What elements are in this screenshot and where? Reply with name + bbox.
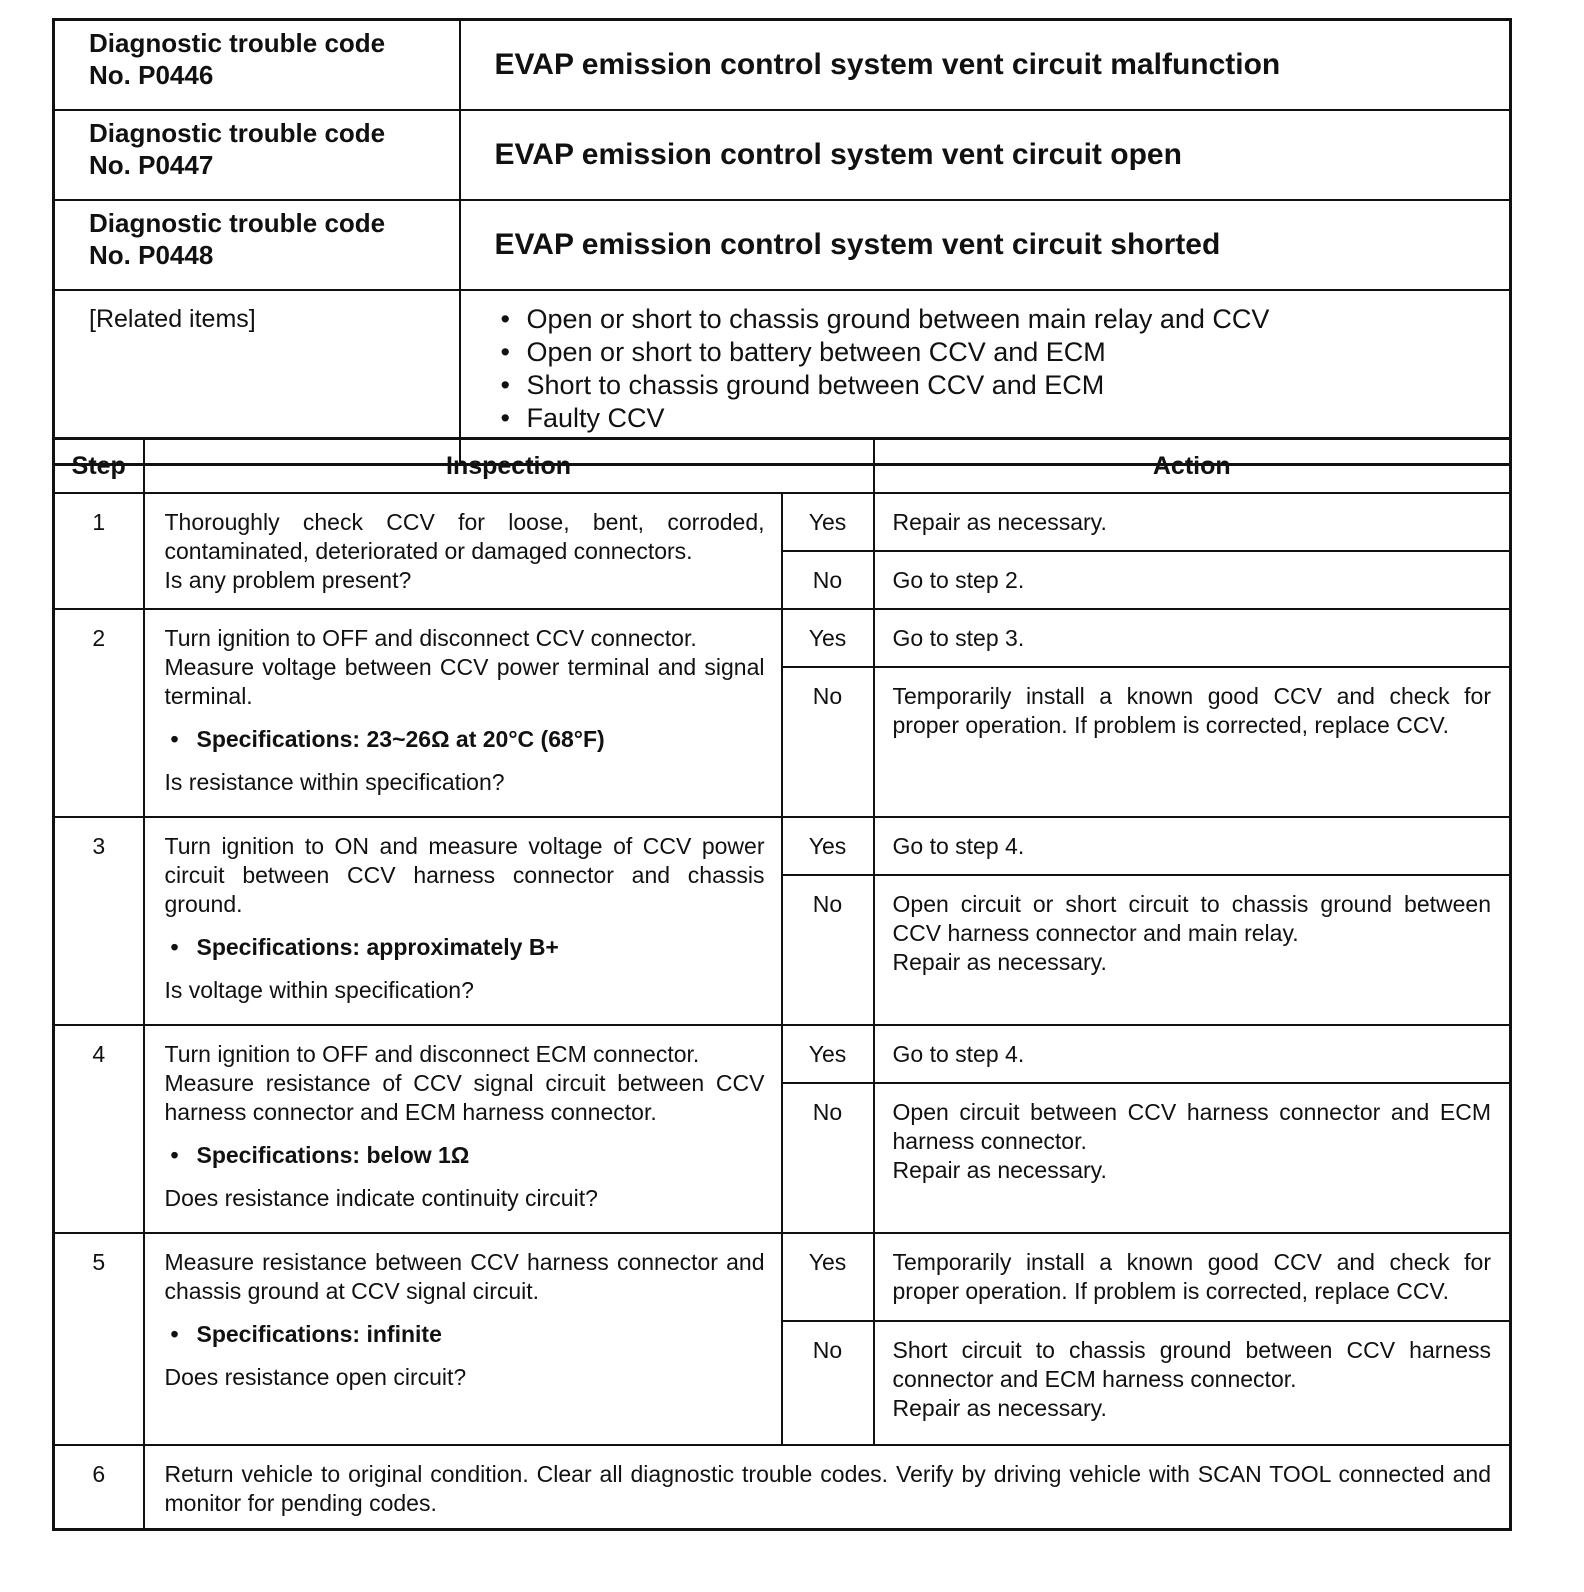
yes-label: Yes <box>782 609 874 667</box>
inspection-specification: • Specifications: 23~26Ω at 20°C (68°F) <box>165 725 765 754</box>
yes-action <box>874 1025 1511 1083</box>
dtc-description: EVAP emission control system vent circuit open <box>460 110 1511 200</box>
step-number: 1 <box>54 493 144 609</box>
step-inspection <box>144 493 782 609</box>
step-number: 3 <box>54 817 144 1025</box>
header-inspection: Inspection <box>144 439 874 494</box>
yes-label: Yes <box>782 1025 874 1083</box>
inspection-text: Is any problem present? <box>164 567 412 593</box>
inspection-text: Thoroughly check CCV for loose, bent, corroded, contaminated, deteriorated or damaged connectors. <box>164 509 765 564</box>
yes-action <box>874 493 1511 551</box>
inspection-text: Measure voltage between CCV power terminal and signal terminal. <box>164 654 765 709</box>
step-row <box>54 609 1511 667</box>
no-action <box>874 1321 1511 1445</box>
step-inspection <box>144 1233 782 1445</box>
header-action: Action <box>874 439 1511 494</box>
no-action <box>874 667 1511 817</box>
step-table <box>52 437 1512 1531</box>
no-label: No <box>782 1083 874 1233</box>
inspection-question: Is voltage within specification? <box>164 977 474 1003</box>
step-number: 6 <box>54 1445 144 1529</box>
step-table-header <box>54 439 1511 494</box>
inspection-text: Turn ignition to OFF and disconnect ECM connector. <box>164 1041 700 1067</box>
action-text: Open circuit or short circuit to chassis ground between CCV harness connector and main relay. <box>892 891 1491 946</box>
inspection-text: Measure resistance of CCV signal circuit between CCV harness connector and ECM harness connector. <box>164 1070 765 1125</box>
related-item: • Open or short to chassis ground between main relay and CCV <box>495 303 1510 336</box>
dtc-row <box>54 20 1511 111</box>
action-text: Go to step 4. <box>892 1041 1025 1067</box>
step-row <box>54 817 1511 875</box>
related-item: • Open or short to battery between CCV and ECM <box>495 336 1510 369</box>
dtc-code-label: Diagnostic trouble code <box>89 118 386 148</box>
action-text: Short circuit to chassis ground between CCV harness connector and ECM harness connector. <box>892 1337 1491 1392</box>
action-text: Repair as necessary. <box>892 509 1107 535</box>
related-item: • Short to chassis ground between CCV and ECM <box>495 369 1510 402</box>
action-text: Go to step 3. <box>892 625 1025 651</box>
inspection-specification: • Specifications: approximately B+ <box>165 933 765 962</box>
step-row <box>54 1233 1511 1321</box>
step-table-body <box>54 493 1511 1529</box>
step-inspection <box>144 1025 782 1233</box>
no-label: No <box>782 1321 874 1445</box>
action-text: Repair as necessary. <box>892 949 1107 975</box>
yes-label: Yes <box>782 1233 874 1321</box>
related-items-list <box>461 291 1510 435</box>
inspection-text: Turn ignition to ON and measure voltage of CCV power circuit between CCV harness connector and chassis ground. <box>164 833 765 917</box>
inspection-specification: • Specifications: infinite <box>165 1320 765 1349</box>
action-text: Go to step 2. <box>892 567 1025 593</box>
step-number: 2 <box>54 609 144 817</box>
yes-label: Yes <box>782 817 874 875</box>
related-item: • Faulty CCV <box>495 402 1510 435</box>
dtc-row <box>54 110 1511 200</box>
dtc-description: EVAP emission control system vent circuit malfunction <box>460 20 1511 111</box>
yes-label: Yes <box>782 493 874 551</box>
action-text: Temporarily install a known good CCV and check for proper operation. If problem is corrected, replace CCV. <box>892 683 1491 738</box>
action-text: Repair as necessary. <box>892 1157 1107 1183</box>
inspection-question: Does resistance indicate continuity circuit? <box>164 1185 598 1211</box>
yes-action <box>874 1233 1511 1321</box>
final-step-text: Return vehicle to original condition. Clear all diagnostic trouble codes. Verify by driving vehicle with SCAN TOOL connected and monitor for pending codes. <box>144 1445 1511 1529</box>
dtc-row <box>54 200 1511 290</box>
dtc-code-cell <box>54 110 460 200</box>
no-label: No <box>782 667 874 817</box>
no-action <box>874 1083 1511 1233</box>
dtc-code-number: No. P0448 <box>89 240 214 270</box>
dtc-code-number: No. P0446 <box>89 60 214 90</box>
no-label: No <box>782 875 874 1025</box>
dtc-code-number: No. P0447 <box>89 150 214 180</box>
no-action <box>874 551 1511 609</box>
dtc-code-cell <box>54 200 460 290</box>
yes-action <box>874 609 1511 667</box>
no-label: No <box>782 551 874 609</box>
step-number: 4 <box>54 1025 144 1233</box>
dtc-code-cell <box>54 20 460 111</box>
step-row-final <box>54 1445 1511 1529</box>
dtc-code-label: Diagnostic trouble code <box>89 28 386 58</box>
yes-action <box>874 817 1511 875</box>
step-inspection <box>144 817 782 1025</box>
inspection-question: Is resistance within specification? <box>164 769 505 795</box>
action-text: Temporarily install a known good CCV and check for proper operation. If problem is corrected, replace CCV. <box>892 1249 1491 1304</box>
action-text: Repair as necessary. <box>892 1395 1107 1421</box>
inspection-question: Does resistance open circuit? <box>164 1364 467 1390</box>
inspection-text: Turn ignition to OFF and disconnect CCV connector. <box>164 625 697 651</box>
dtc-table <box>52 18 1512 466</box>
step-row <box>54 1025 1511 1083</box>
header-step: Step <box>54 439 144 494</box>
related-items-label: [Related items] <box>54 290 460 465</box>
action-text: Open circuit between CCV harness connector and ECM harness connector. <box>892 1099 1491 1154</box>
step-row <box>54 493 1511 551</box>
step-number: 5 <box>54 1233 144 1445</box>
inspection-text: Measure resistance between CCV harness connector and chassis ground at CCV signal circuit. <box>164 1249 765 1304</box>
no-action <box>874 875 1511 1025</box>
inspection-specification: • Specifications: below 1Ω <box>165 1141 765 1170</box>
step-inspection <box>144 609 782 817</box>
dtc-description: EVAP emission control system vent circuit shorted <box>460 200 1511 290</box>
dtc-code-label: Diagnostic trouble code <box>89 208 386 238</box>
action-text: Go to step 4. <box>892 833 1025 859</box>
